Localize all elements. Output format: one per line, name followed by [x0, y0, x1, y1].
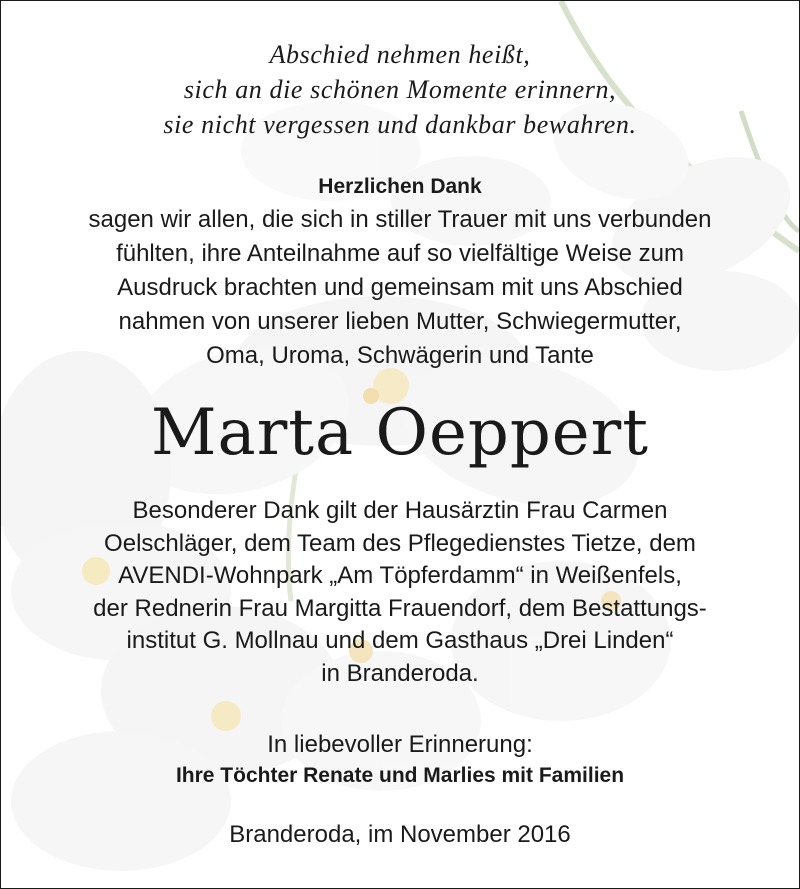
family-signature: Ihre Töchter Renate und Marlies mit Familien: [175, 764, 625, 787]
thanks-line: fühlten, ihre Anteilnahme auf so vielfältige Weise zum: [116, 240, 684, 267]
place-date: Branderoda, im November 2016: [229, 821, 571, 848]
special-thanks-line: AVENDI-Wohnpark „Am Töpferdamm“ in Weißenfels,: [118, 562, 682, 589]
poem-line: sich an die schönen Momente erinnern,: [183, 75, 617, 104]
thanks-line: Ausdruck brachten und gemeinsam mit uns Abschied: [117, 274, 683, 301]
special-thanks-line: Besonderer Dank gilt der Hausärztin Frau Carmen: [132, 497, 668, 524]
special-thanks-line: institut G. Mollnau und dem Gasthaus „Drei Linden“: [126, 627, 674, 654]
special-thanks-text: [1, 495, 799, 690]
poem-line: sie nicht vergessen und dankbar bewahren.: [163, 110, 637, 139]
special-thanks-line: der Rednerin Frau Margitta Frauendorf, dem Bestattungs-: [93, 594, 707, 622]
thanks-line: Oma, Uroma, Schwägerin und Tante: [206, 342, 594, 369]
poem: [1, 37, 799, 142]
thanks-line: sagen wir allen, die sich in stiller Trauer mit uns verbunden: [88, 206, 712, 233]
special-thanks-line: Oelschläger, dem Team des Pflegedienstes Tietze, dem: [104, 529, 696, 557]
thanks-heading: Herzlichen Dank: [318, 175, 482, 198]
special-thanks-line: in Branderoda.: [321, 659, 479, 687]
memory-label: In liebevoller Erinnerung:: [267, 731, 533, 758]
thanks-line: nahmen von unserer lieben Mutter, Schwiegermutter,: [118, 308, 682, 335]
deceased-name: Marta Oeppert: [151, 396, 649, 470]
thanks-text: [1, 203, 799, 373]
poem-line: Abschied nehmen heißt,: [269, 40, 531, 69]
